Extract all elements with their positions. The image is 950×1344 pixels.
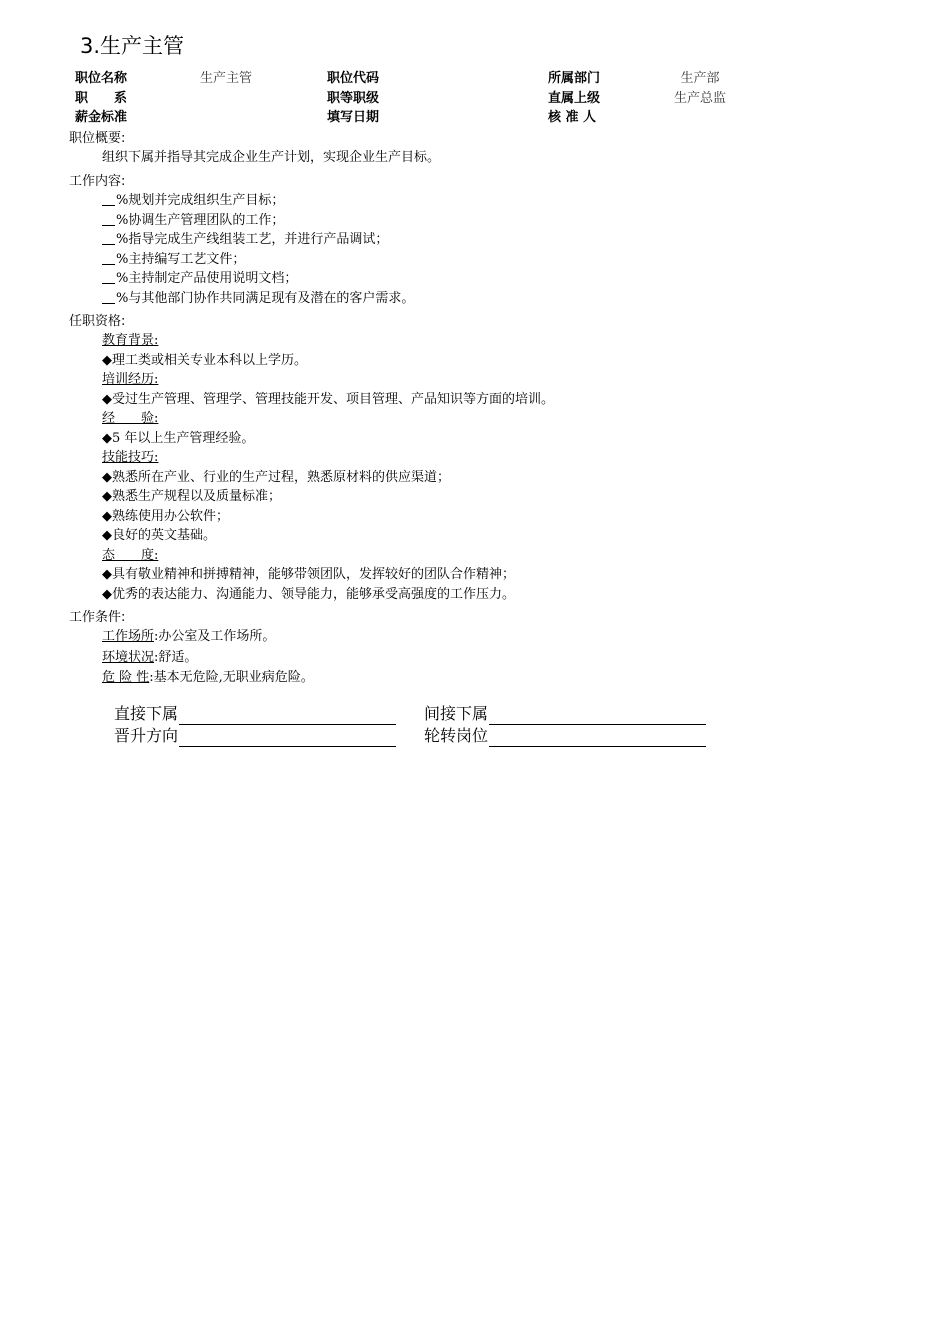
duties-heading: 工作内容: xyxy=(69,174,126,189)
promotion-blank[interactable] xyxy=(179,728,396,747)
promotion-field xyxy=(114,725,396,747)
supervisor-label: 直属上级 xyxy=(548,91,601,106)
training-label: 培训经历: xyxy=(102,372,159,387)
indirect-subordinate-label: 间接下属 xyxy=(424,704,489,723)
date-label: 填写日期 xyxy=(327,110,380,125)
rotation-blank[interactable] xyxy=(489,728,706,747)
attitude-label: 态 度: xyxy=(102,548,159,563)
training-item: ◆受过生产管理、管理学、管理技能开发、项目管理、产品知识等方面的培训。 xyxy=(102,392,554,407)
department-value: 生产部 xyxy=(680,71,720,86)
rotation-field xyxy=(424,725,706,747)
attitude-item: ◆具有敬业精神和拼搏精神，能够带领团队，发挥较好的团队合作精神； xyxy=(102,567,515,582)
position-name-value: 生产主管 xyxy=(199,71,252,86)
direct-subordinate-label: 直接下属 xyxy=(114,704,179,723)
duty-item: %协调生产管理团队的工作； xyxy=(116,213,285,228)
indirect-subordinate-field xyxy=(424,703,706,725)
work-environment: 环境状况:舒适。 xyxy=(102,650,198,665)
supervisor-value: 生产总监 xyxy=(673,91,726,106)
position-code-label: 职位代码 xyxy=(327,71,380,86)
skills-item: ◆熟悉生产规程以及质量标准； xyxy=(102,489,281,504)
page-title: 3.生产主管 xyxy=(80,34,185,58)
rotation-label: 轮转岗位 xyxy=(424,726,489,745)
education-label: 教育背景: xyxy=(102,333,159,348)
direct-subordinate-blank[interactable] xyxy=(179,706,396,725)
skills-item: ◆熟练使用办公软件； xyxy=(102,509,229,524)
series-label: 职 系 xyxy=(75,91,128,106)
skills-item: ◆良好的英文基础。 xyxy=(102,528,216,543)
conditions-heading: 工作条件: xyxy=(69,610,126,625)
experience-item: ◆5 年以上生产管理经验。 xyxy=(102,431,255,446)
direct-subordinate-field xyxy=(114,703,396,725)
duty-item: %与其他部门协作共同满足现有及潜在的客户需求。 xyxy=(116,291,415,306)
duty-item: %指导完成生产线组装工艺，并进行产品调试； xyxy=(116,232,389,247)
department-label: 所属部门 xyxy=(548,71,601,86)
skills-label: 技能技巧: xyxy=(102,450,159,465)
attitude-item: ◆优秀的表达能力、沟通能力、领导能力，能够承受高强度的工作压力。 xyxy=(102,587,515,602)
work-hazard: 危 险 性:基本无危险,无职业病危险。 xyxy=(102,670,314,685)
grade-label: 职等职级 xyxy=(327,91,380,106)
duty-item: %主持制定产品使用说明文档； xyxy=(116,271,298,286)
indirect-subordinate-blank[interactable] xyxy=(489,706,706,725)
work-place: 工作场所:办公室及工作场所。 xyxy=(102,629,276,644)
summary-heading: 职位概要: xyxy=(69,131,126,146)
education-item: ◆理工类或相关专业本科以上学历。 xyxy=(102,353,307,368)
approver-label: 核 准 人 xyxy=(548,110,597,125)
promotion-label: 晋升方向 xyxy=(114,726,179,745)
position-name-label: 职位名称 xyxy=(75,71,128,86)
summary-text: 组织下属并指导其完成企业生产计划，实现企业生产目标。 xyxy=(102,150,441,165)
duty-item: %规划并完成组织生产目标； xyxy=(116,193,285,208)
salary-label: 薪金标准 xyxy=(75,110,128,125)
experience-label: 经 验: xyxy=(102,411,159,426)
skills-item: ◆熟悉所在产业、行业的生产过程，熟悉原材料的供应渠道； xyxy=(102,470,450,485)
qualifications-heading: 任职资格: xyxy=(69,314,126,329)
duty-item: %主持编写工艺文件； xyxy=(116,252,246,267)
